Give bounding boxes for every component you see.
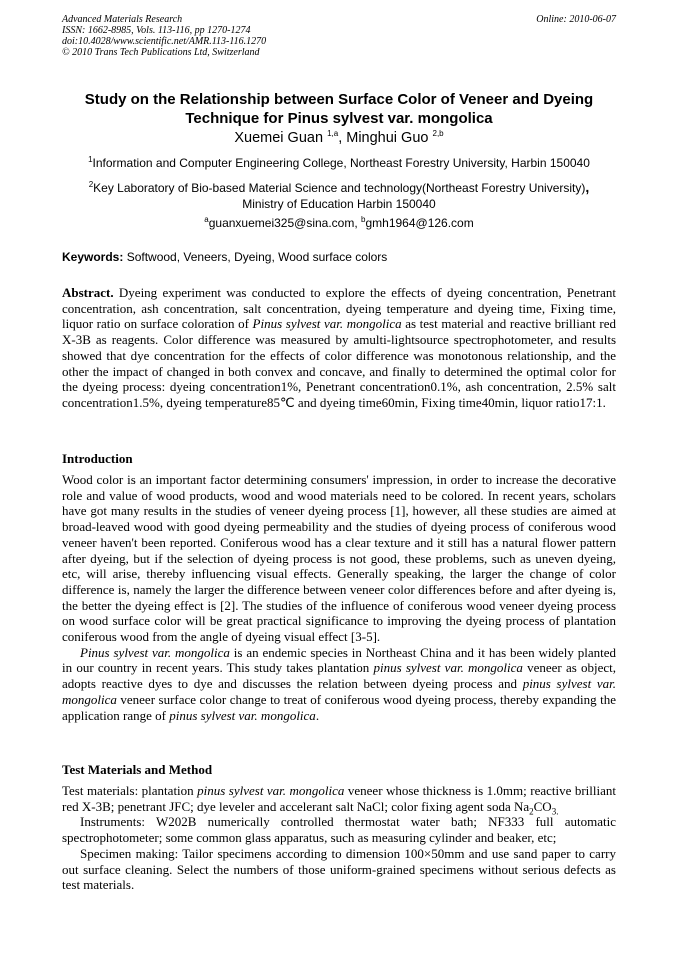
affiliation-2: [40, 179, 638, 212]
doi-line: doi:10.4028/www.scientific.net/AMR.113-116.1270: [62, 36, 267, 47]
species-name: Pinus sylvest var. mongolica: [80, 644, 230, 660]
affiliation-2-comma: ,: [585, 179, 590, 195]
section-heading-methods: Test Materials and Method: [62, 762, 213, 777]
author-list: [40, 129, 638, 147]
title-line-1: Study on the Relationship between Surface Color of Veneer and Dyeing: [84, 91, 594, 108]
intro-text: is an endemic species in Northeast China and it has been widely planted in our country in recent years. This study takes plantation: [62, 644, 616, 676]
abstract-text-1: Dyeing experiment was conducted to explore the effects of dyeing concentration, Penetrant concentration, ash concentration, salt concentration, dyeing temperature and dyeing time, Fixing time, liquor ratio on surface coloration of: [62, 285, 616, 332]
keywords-label: Keywords:: [62, 250, 124, 264]
email-a-marker: a: [204, 215, 209, 224]
subscript: 2: [529, 806, 534, 817]
species-name: pinus sylvest var. mongolica: [169, 707, 316, 723]
abstract-text-2: as test material and reactive brilliant red X-3B as reagents. Color difference was measured by amulti-lightsource spectrophotometer, and results showed that dye concentration for the effects of color difference was monotonous relationship, and the other the impact of changed in both convex and concave, and finally to determined the optimal color for the dyeing process: dyeing concentration1%, Penetrant concentration0.1%, ash concentration, 2.5% salt concentration1.5%, dyeing temperature85℃ and dyeing time60min, Fixing time40min, liquor ratio17:1.: [62, 316, 616, 410]
intro-text: .: [315, 707, 320, 723]
methods-text: CO: [533, 798, 552, 814]
email-b-marker: b: [361, 215, 366, 224]
methods-paragraph-specimen: Specimen making: Tailor specimens according to dimension 100×50mm and use sand paper to carry out surface cleaning. Select the numbers of those uniform-grained specimens without serious defects as test materials.: [62, 845, 616, 893]
affiliation-1-text: Information and Computer Engineering College, Northeast Forestry University, Harbin 150040: [92, 156, 590, 170]
intro-text: veneer surface color change to treat of coniferous wood dyeing process, thereby expanding the application range of: [62, 691, 616, 723]
methods-body: [62, 783, 616, 893]
paper-title: [40, 90, 638, 128]
author-1: Xuemei Guan: [234, 130, 328, 146]
author-1-affil: 1,a: [327, 129, 339, 139]
methods-paragraph-instruments: Instruments: W202B numerically controlled thermostat water bath; NF333 full automatic spectrophotometer; some common glass apparatus, such as measuring cylinder and beaker, etc;: [62, 814, 616, 846]
keywords: [62, 249, 616, 265]
species-name: pinus sylvest var. mongolica: [197, 783, 345, 798]
intro-text: veneer as object, adopts reactive dyes to dye and discusses the relation between dyeing process and: [62, 660, 616, 692]
intro-paragraph-2: [62, 645, 616, 724]
abstract-label: Abstract.: [62, 285, 114, 300]
author-2: , Minghui Guo: [338, 130, 433, 146]
abstract: [62, 285, 616, 411]
online-date: Online: 2010-06-07: [536, 14, 616, 25]
journal-name: Advanced Materials Research: [62, 14, 183, 25]
affiliation-1: [40, 155, 638, 171]
affiliation-2-line-1: Key Laboratory of Bio-based Material Science and technology(Northeast Forestry University): [93, 181, 586, 195]
methods-paragraph-materials: [62, 783, 616, 817]
affiliation-2-marker: 2: [88, 180, 94, 189]
introduction-body: [62, 472, 616, 723]
email-b: gmh1964@126.com: [365, 216, 474, 230]
author-emails: [40, 215, 638, 231]
abstract-species: Pinus sylvest var. mongolica: [252, 316, 402, 332]
author-2-affil: 2,b: [432, 129, 444, 139]
section-heading-introduction: Introduction: [62, 451, 133, 466]
title-line-2: Technique for Pinus sylvest var. mongolica: [185, 110, 493, 127]
methods-text: Test materials: plantation: [62, 783, 198, 798]
affiliation-1-marker: 1: [88, 155, 93, 164]
journal-header: [62, 14, 616, 58]
copyright-line: © 2010 Trans Tech Publications Ltd, Switzerland: [62, 47, 260, 58]
species-name: pinus sylvest var. mongolica: [373, 660, 523, 676]
species-name: pinus sylvest var. mongolica: [62, 676, 616, 707]
intro-paragraph-1: Wood color is an important factor determining consumers' impression, in order to increase the decorative role and value of wood products, wood and wood materials need to be colored. In recent years, scholars have got many results in the studies of veneer dyeing process [1], however, all these studies are aimed at broad-leaved wood with good dyeing permeability and the studies of dyeing process of coniferous wood veneer haven't been reported. Coniferous wood has a clear texture and it still has a natural flower pattern after dyeing, but if the selection of dyeing process is not good, these problems, such as uneven dyeing, etc, will arise, thereby influencing visual effects. Generally speaking, the larger the change of color difference is, namely the larger the difference between veneer color differences before and after dyeing is, the better the dyeing effect is [2]. The studies of the influence of coniferous wood veneer dyeing process on wood surface color will be great practical significance to improving the dyeing process of plantation coniferous wood from the angle of dyeing visual effect [3-5].: [62, 472, 616, 645]
issn-line: ISSN: 1662-8985, Vols. 113-116, pp 1270-1274: [62, 25, 251, 36]
keywords-text: Softwood, Veneers, Dyeing, Wood surface colors: [123, 250, 388, 264]
methods-text: veneer whose thickness is 1.0mm; reactive brilliant red X-3B; penetrant JFC; dye leveler and accelerant salt NaCl; color fixing agent soda Na: [62, 783, 616, 814]
email-a: guanxuemei325@sina.com,: [208, 216, 362, 230]
affiliation-2-line-2: Ministry of Education Harbin 150040: [242, 197, 436, 211]
subscript: 3.: [551, 806, 559, 817]
